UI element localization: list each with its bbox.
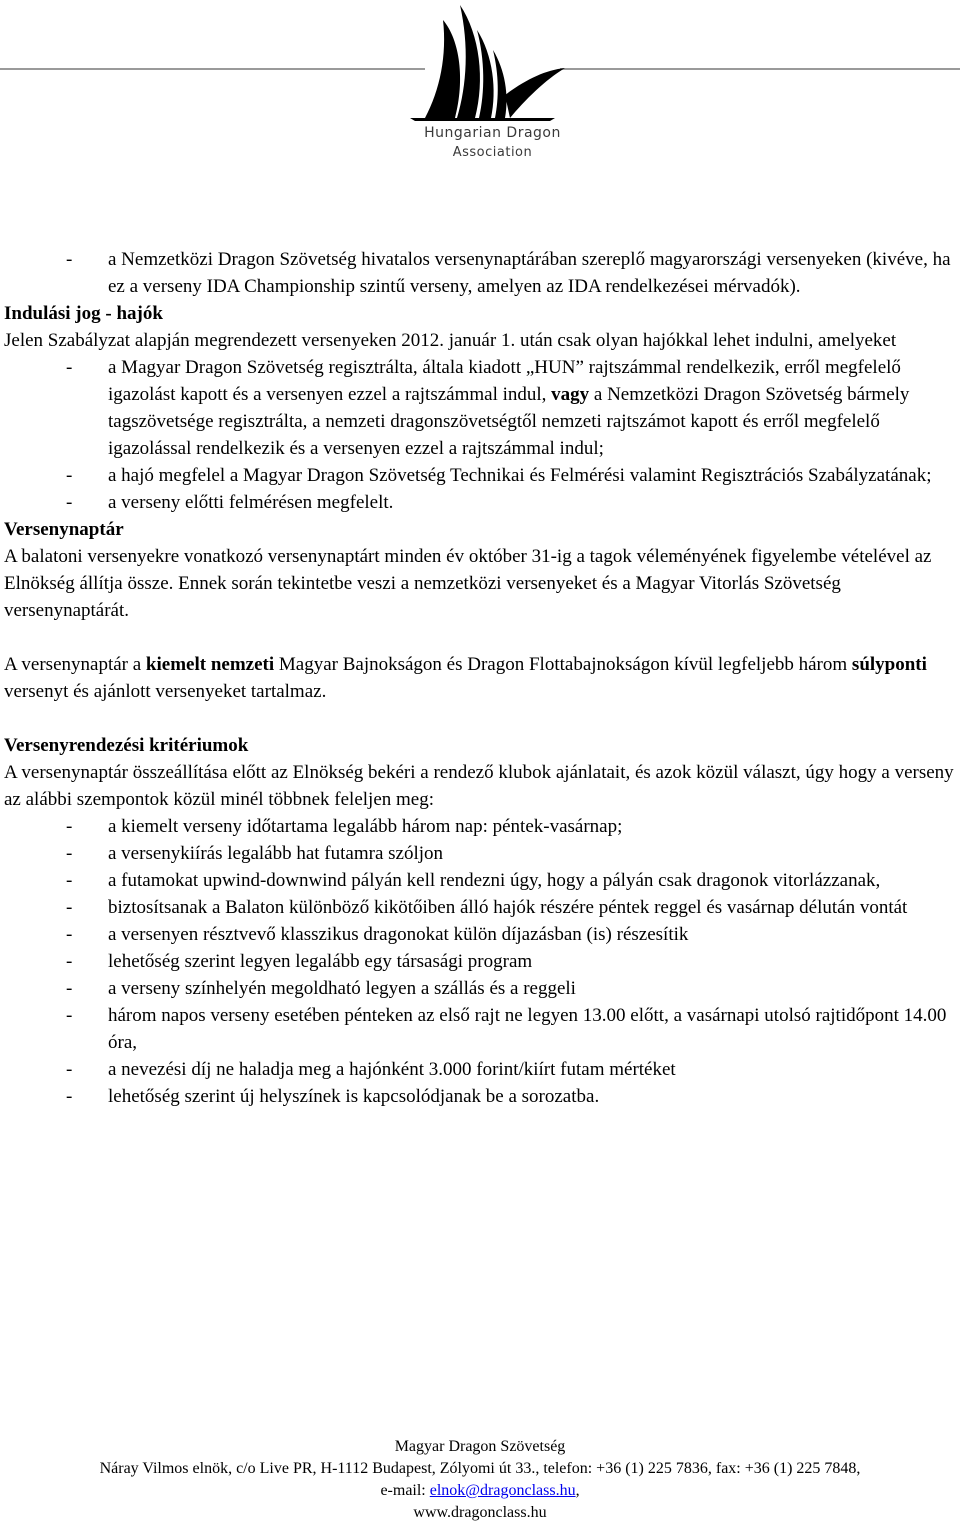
list-item xyxy=(4,489,954,516)
list-item: - a nevezési díj ne haladja meg a hajónként 3.000 forint/kiírt futam mértéket xyxy=(66,1059,676,1080)
list-item xyxy=(4,462,954,489)
list-item: - a kiemelt verseny időtartama legalább három nap: péntek-vasárnap; xyxy=(66,816,623,837)
section-heading-hajok: Indulási jog - hajók xyxy=(4,303,163,324)
list-item: - a futamokat upwind-downwind pályán kell rendezni úgy, hogy a pályán csak dragonok vitorlázzanak, xyxy=(66,870,881,891)
list-item-text: a hajó megfelel a Magyar Dragon Szövetség Technikai és Felmérési valamint Regisztrációs Szabályzatának; xyxy=(108,465,932,486)
list-item xyxy=(4,354,954,462)
footer-email-line: e-mail: elnok@dragonclass.hu, xyxy=(380,1482,580,1499)
naptar-paragraph-1: A balatoni versenyekre vonatkozó versenynaptárt minden év október 31-ig a tagok véleményének figyelembe vételével az Elnökség állítja össze. Ennek során tekintetbe veszi a nemzetközi versenyeket és a Magyar Vitorlás Szövetség versenynaptárát. xyxy=(4,546,932,621)
list-dash: - xyxy=(66,492,73,513)
header-rule-right xyxy=(560,68,960,70)
kriteriumok-intro: A versenynaptár összeállítása előtt az Elnökség bekéri a rendező klubok ajánlatait, és azok közül választ, úgy hogy a verseny az alábbi szempontok közül minél többnek feleljen meg: xyxy=(4,762,954,810)
naptar-paragraph-2: A versenynaptár a kiemelt nemzeti Magyar Bajnokságon és Dragon Flottabajnokságon kívül legfeljebb három súlyponti versenyt és ajánlott versenyeket tartalmaz. xyxy=(4,654,927,702)
list-item: - biztosítsanak a Balaton különböző kikötőiben álló hajók részére péntek reggel és vasárnap délután vontát xyxy=(66,897,908,918)
footer-address: Náray Vilmos elnök, c/o Live PR, H-1112 Budapest, Zólyomi út 33., telefon: +36 (1) 225 7836, fax: +36 (1) 225 7848, xyxy=(99,1460,861,1477)
list-dash: - xyxy=(66,249,73,270)
section-heading-kriteriumok: Versenyrendezési kritériumok xyxy=(4,735,249,756)
footer-email-link[interactable]: elnok@dragonclass.hu xyxy=(429,1482,576,1499)
list-item: - a versenykiírás legalább hat futamra szóljon xyxy=(66,843,444,864)
header-rule-left xyxy=(0,68,425,70)
list-item-text: a Magyar Dragon Szövetség regisztrálta, általa kiadott „HUN” rajtszámmal rendelkezik, erről megfelelő igazolást kapott és a versenyen ezzel a rajtszámmal indul, vagy a Nemzetközi Dragon Szövetség bármely tagszövetsége regisztrálta, a nemzeti dragonszövetségtől nemzeti rajtszámot kapott és erről megfelelő igazolással rendelkezik és a versenyen ezzel a rajtszámmal indul; xyxy=(108,357,910,459)
list-item xyxy=(4,246,954,300)
footer-org: Magyar Dragon Szövetség xyxy=(394,1438,566,1455)
section-intro-hajok: Jelen Szabályzat alapján megrendezett versenyeken 2012. január 1. után csak olyan hajókkal lehet indulni, amelyeket xyxy=(4,330,897,351)
list-item: - a verseny színhelyén megoldható legyen a szállás és a reggeli xyxy=(66,978,576,999)
page-footer xyxy=(0,1436,960,1524)
sail-logo-icon xyxy=(405,0,580,125)
section-heading-naptar: Versenynaptár xyxy=(4,519,124,540)
list-dash: - xyxy=(66,465,73,486)
logo-text-line1: Hungarian Dragon xyxy=(424,125,561,141)
list-item-text: a Nemzetközi Dragon Szövetség hivatalos versenynaptárában szereplő magyarországi versenyeken (kivéve, ha ez a verseny IDA Championship szintű verseny, amelyen az IDA rendelkezései mérvadók). xyxy=(108,249,951,297)
list-item: - három napos verseny esetében pénteken az első rajt ne legyen 13.00 előtt, a vasárnapi utolsó rajtidőpont 14.00 óra, xyxy=(66,1005,947,1053)
list-dash: - xyxy=(66,357,73,378)
criteria-list xyxy=(4,813,954,1110)
list-item: - lehetőség szerint legyen legalább egy társasági program xyxy=(66,951,533,972)
document-body xyxy=(4,246,954,1110)
logo-text-line2: Association xyxy=(452,145,533,160)
list-item-text: a verseny előtti felmérésen megfelelt. xyxy=(108,492,394,513)
list-item: - lehetőség szerint új helyszínek is kapcsolódjanak be a sorozatba. xyxy=(66,1086,600,1107)
list-item: - a versenyen résztvevő klasszikus dragonokat külön díjazásban (is) részesítik xyxy=(66,924,689,945)
footer-website[interactable]: www.dragonclass.hu xyxy=(413,1504,547,1521)
